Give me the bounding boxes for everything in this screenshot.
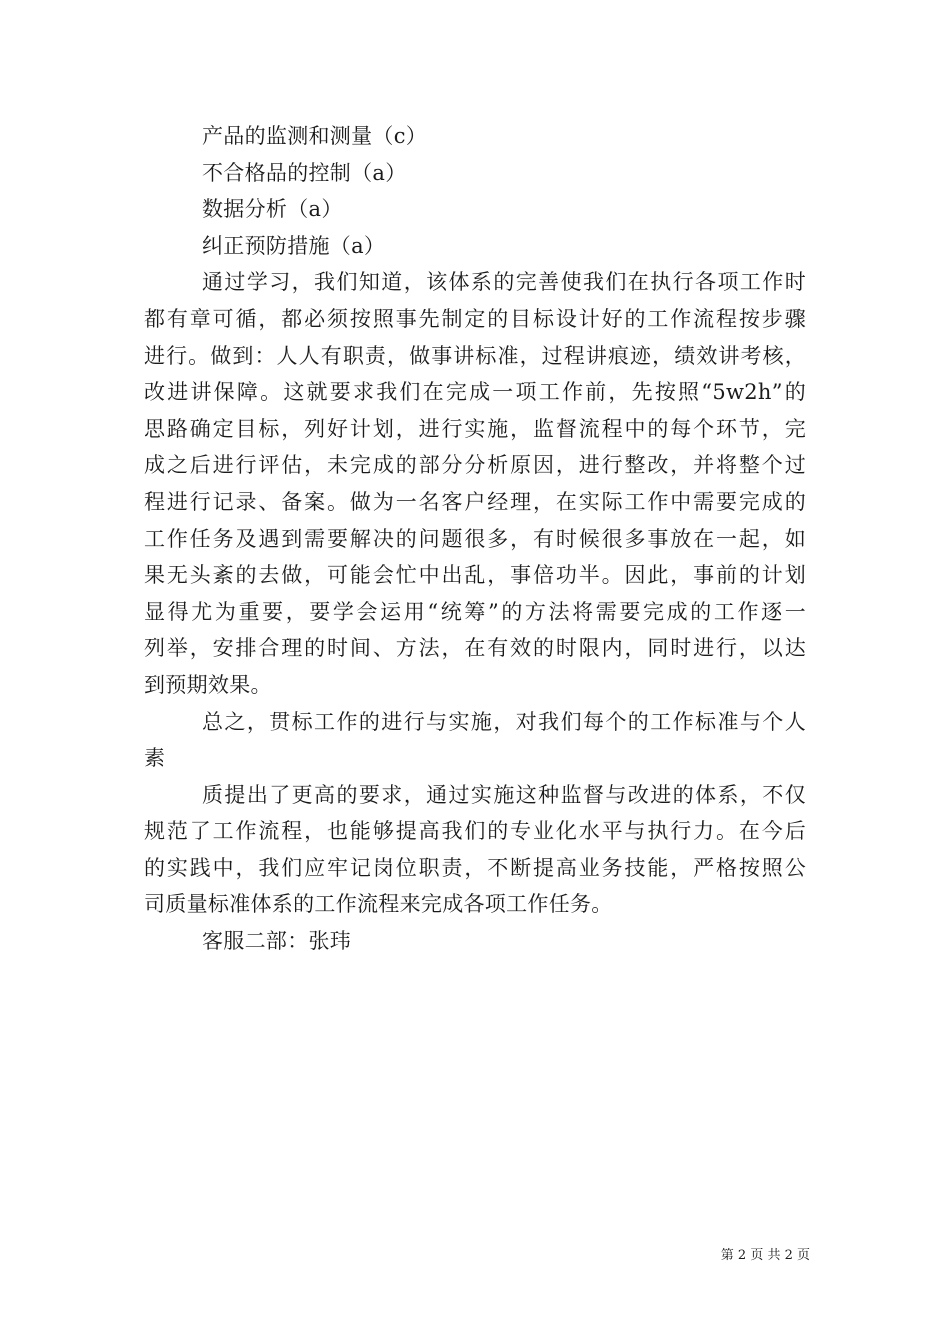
signature: 客服二部：张玮 — [202, 929, 352, 954]
paragraph-line: 程进行记录、备案。做为一名客户经理，在实际工作中需要完成的 — [144, 489, 806, 514]
list-item: 产品的监测和测量（c） — [202, 124, 428, 148]
document-body — [144, 118, 806, 960]
paragraph-line: 总之，贯标工作的进行与实施，对我们每个的工作标准与个人 — [202, 709, 806, 734]
list-item: 不合格品的控制（a） — [202, 160, 407, 185]
paragraph-line: 通过学习，我们知道，该体系的完善使我们在执行各项工作时 — [202, 270, 806, 295]
page-number: 第 2 页 共 2 页 — [720, 1248, 810, 1263]
paragraph-line: 质提出了更高的要求，通过实施这种监督与改进的体系，不仅 — [202, 782, 806, 807]
list-item: 纠正预防措施（a） — [202, 233, 386, 258]
paragraph-line: 工作任务及遇到需要解决的问题很多，有时候很多事放在一起，如 — [144, 526, 806, 551]
paragraph-line: 的实践中，我们应牢记岗位职责，不断提高业务技能，严格按照公 — [144, 855, 806, 880]
paragraph-line: 到预期效果。 — [144, 672, 272, 697]
paragraph-line: 果无头紊的去做，可能会忙中出乱，事倍功半。因此，事前的计划 — [144, 563, 806, 588]
paragraph-line: 进行。做到：人人有职责，做事讲标准，过程讲痕迹，绩效讲考核， — [144, 343, 806, 368]
paragraph-line: 列举，安排合理的时间、方法，在有效的时限内，同时进行，以达 — [144, 636, 806, 661]
paragraph-line: 素 — [144, 746, 166, 771]
paragraph-line: 显得尤为重要，要学会运用“统筹”的方法将需要完成的工作逐一 — [144, 599, 806, 624]
list-item: 数据分析（a） — [202, 197, 343, 222]
paragraph-line: 改进讲保障。这就要求我们在完成一项工作前，先按照“5w2h”的 — [144, 380, 806, 405]
paragraph-line: 规范了工作流程，也能够提高我们的专业化水平与执行力。在今后 — [144, 819, 806, 844]
paragraph-line: 司质量标准体系的工作流程来完成各项工作任务。 — [144, 892, 613, 917]
paragraph-line: 都有章可循，都必须按照事先制定的目标设计好的工作流程按步骤 — [144, 306, 806, 331]
paragraph-line: 思路确定目标，列好计划，进行实施，监督流程中的每个环节，完 — [144, 416, 806, 441]
paragraph-line: 成之后进行评估，未完成的部分分析原因，进行整改，并将整个过 — [144, 453, 806, 478]
